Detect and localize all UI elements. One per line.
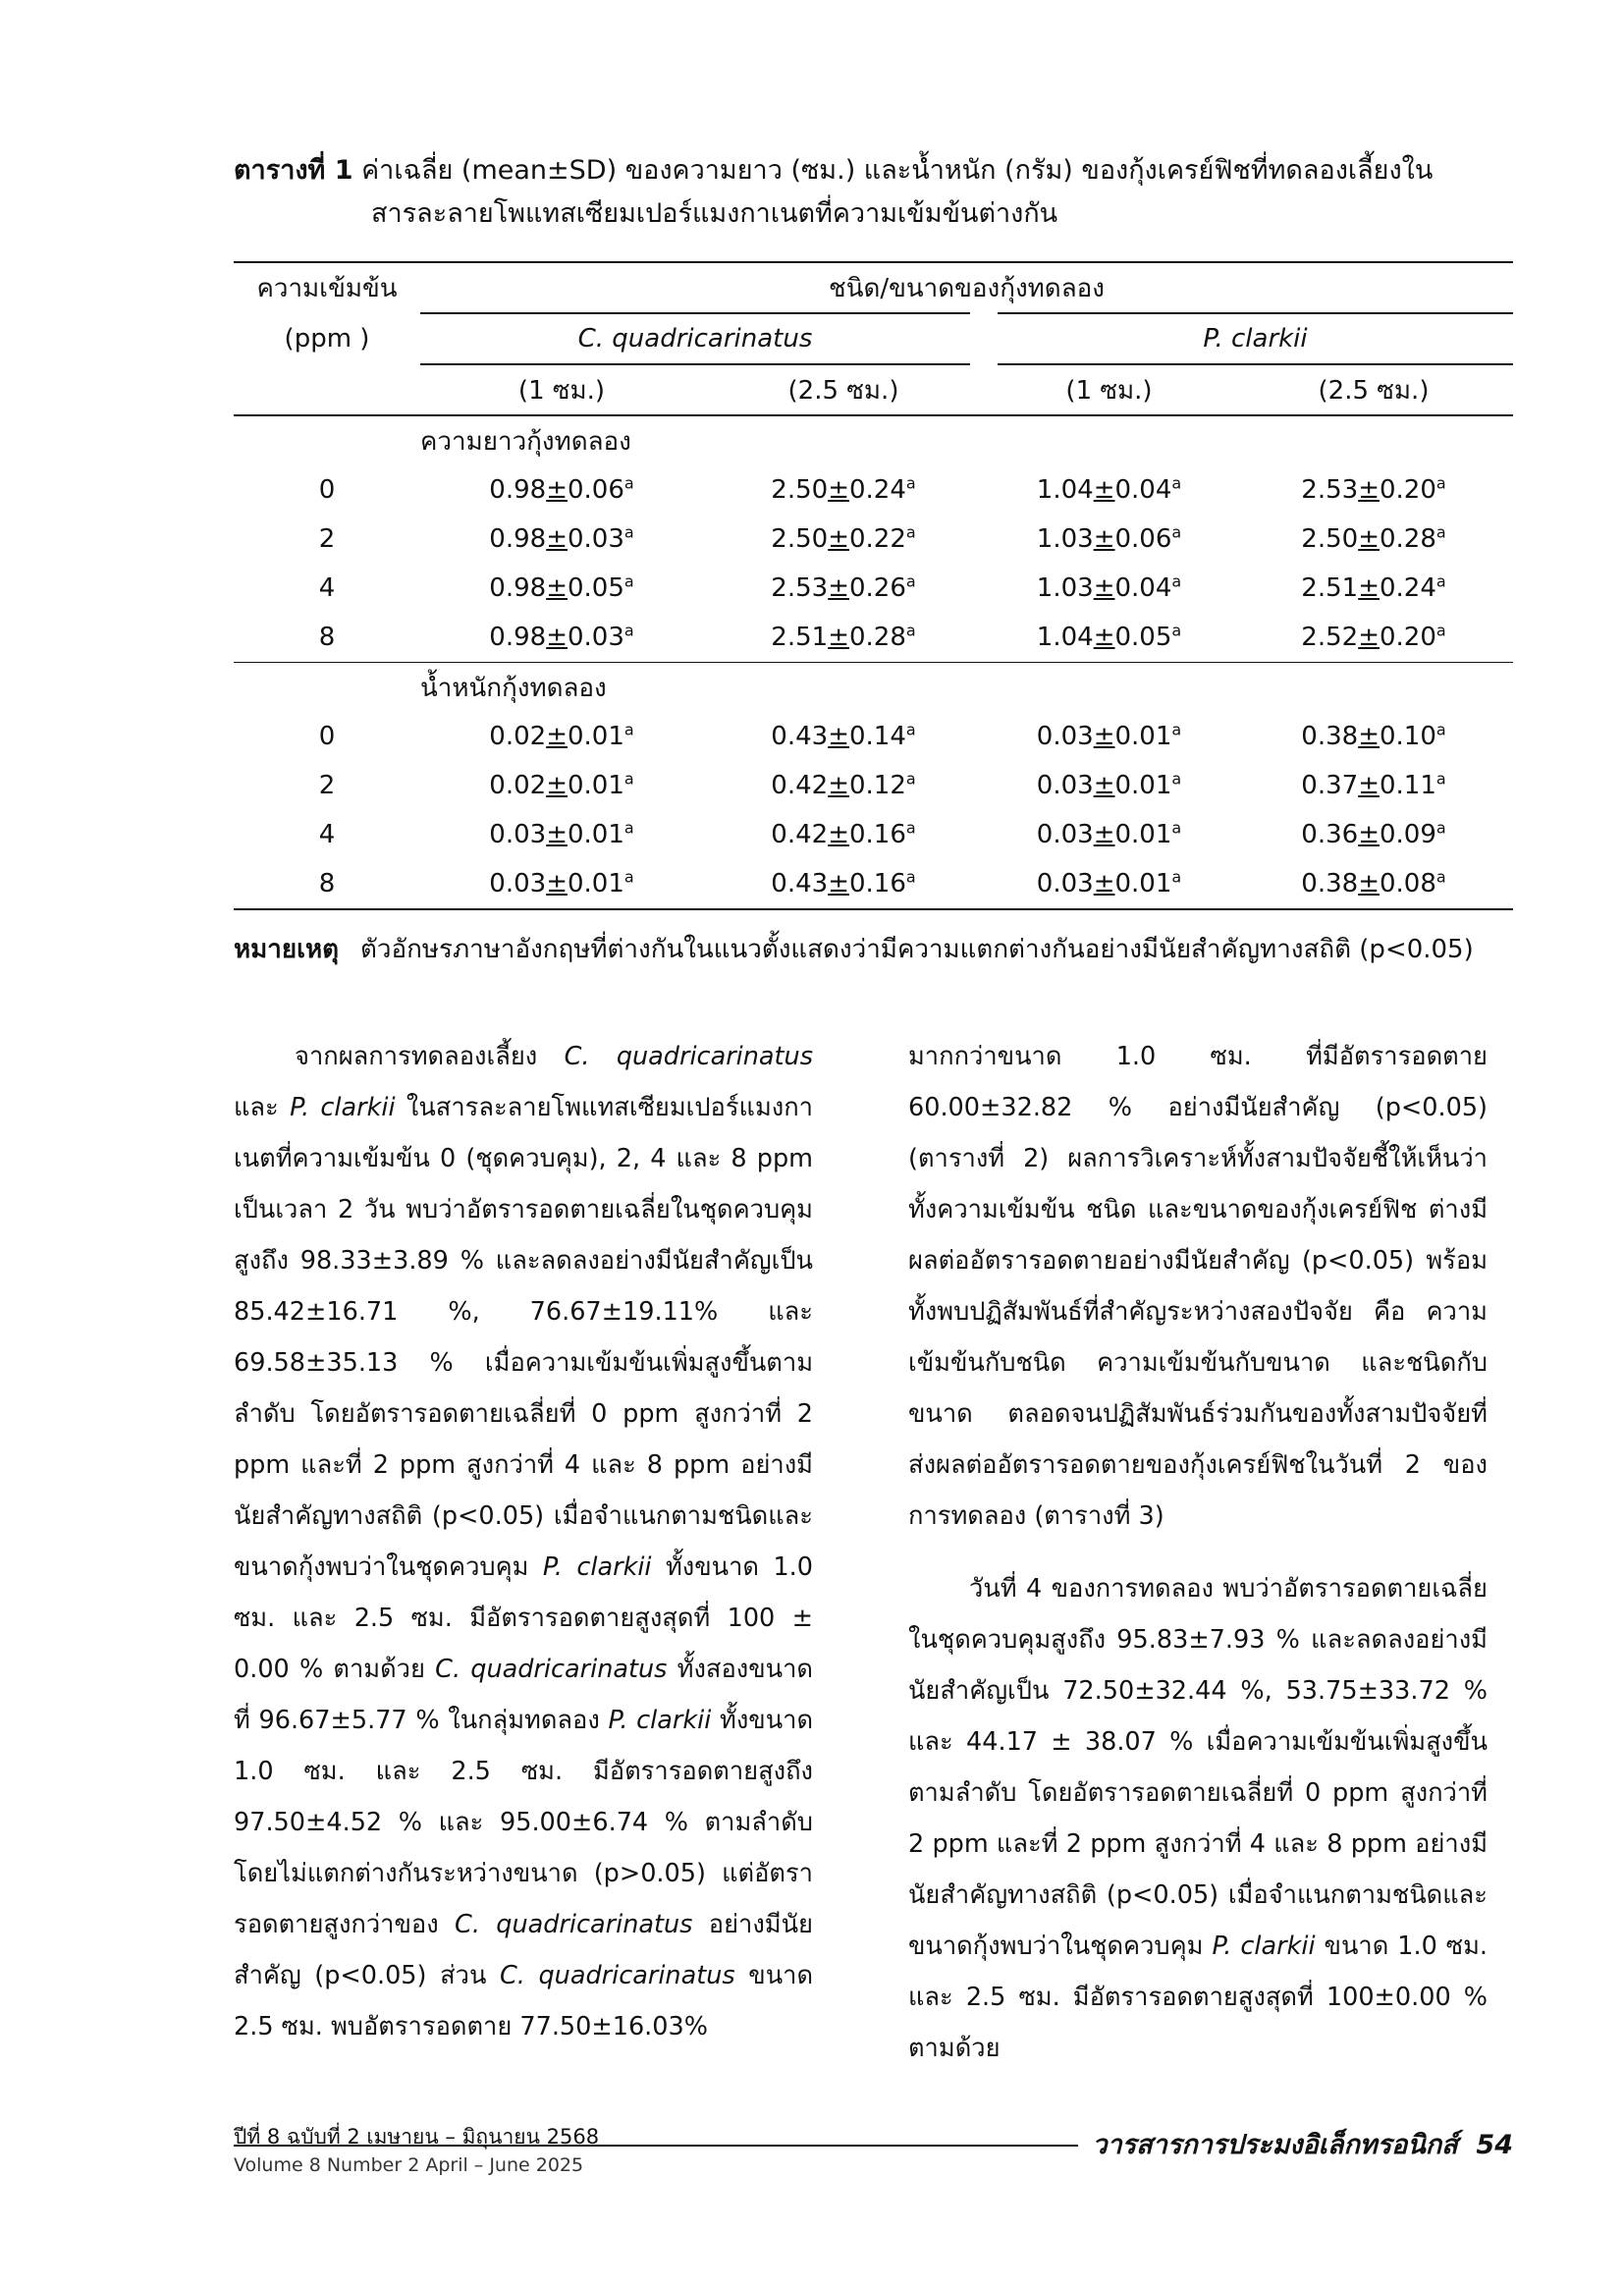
text-run: ทั้งสองขนาดที่ 96.67±5.77 % ในกลุ่มทดลอง — [234, 1655, 813, 1735]
text-run: และ — [234, 1093, 291, 1122]
value-cell — [984, 810, 1234, 859]
significance-letter: a — [623, 769, 634, 789]
footer-issue-english: Volume 8 Number 2 April – June 2025 — [234, 2154, 584, 2176]
value-cell — [703, 810, 984, 859]
significance-letter: a — [905, 867, 916, 887]
value-cell — [703, 564, 984, 613]
value-cell — [984, 564, 1234, 613]
value-cell — [1234, 465, 1513, 515]
paragraph — [908, 1563, 1488, 2074]
mean-sd: 1.04±0.05 — [1036, 623, 1172, 652]
mean-sd: 1.03±0.06 — [1036, 524, 1172, 554]
table-caption-label: ตารางที่ 1 — [234, 155, 353, 186]
significance-letter: a — [905, 473, 916, 493]
results-table — [234, 261, 1513, 910]
concentration-cell: 0 — [318, 722, 336, 751]
concentration-cell: 2 — [318, 771, 336, 800]
mean-sd: 0.37±0.11 — [1301, 771, 1436, 800]
significance-letter: a — [1171, 572, 1182, 591]
mean-sd: 2.50±0.28 — [1301, 524, 1436, 554]
significance-letter: a — [905, 572, 916, 591]
value-cell — [703, 761, 984, 810]
header-concentration: ความเข้มข้น — [256, 274, 398, 303]
section-title: ความยาวกุ้งทดลอง — [420, 426, 631, 457]
mean-sd: 0.98±0.05 — [489, 573, 624, 603]
mean-sd: 2.53±0.20 — [1301, 475, 1436, 505]
value-cell — [1234, 712, 1513, 761]
significance-letter: a — [905, 818, 916, 838]
text-run: อย่างมีนัยสำคัญ (p<0.05) ส่วน — [234, 1910, 813, 1990]
header-ppm: (ppm ) — [284, 324, 370, 354]
table-row — [234, 761, 1513, 810]
table-row — [234, 712, 1513, 761]
text-run: ทั้งขนาด 1.0 ซม. และ 2.5 ซม. มีอัตรารอดตายสูงถึง 97.50±4.52 % และ 95.00±6.74 % ตามลำดับ โดยไม่แตกต่างกันระหว่างขนาด (p>0.05) แต่อัตรารอดตายสูงกว่าของ — [234, 1706, 814, 1939]
significance-letter: a — [1435, 621, 1446, 640]
species-name: P. clarkii — [1212, 1932, 1316, 1961]
mean-sd: 0.03±0.01 — [1036, 820, 1172, 849]
value-cell — [1234, 810, 1513, 859]
header-species-size: ชนิด/ขนาดของกุ้งทดลอง — [420, 262, 1513, 313]
journal-name: วารสารการประมงอิเล็กทรอนิกส์ — [1092, 2130, 1458, 2160]
mean-sd: 2.51±0.24 — [1301, 573, 1436, 603]
text-run: ขนาด 1.0 ซม. และ 2.5 ซม. มีอัตรารอดตายสูงสุดที่ 100±0.00 % ตามด้วย — [908, 1932, 1488, 2063]
footer-issue-thai: ปีที่ 8 ฉบับที่ 2 เมษายน – มิถุนายน 2568 — [234, 2125, 600, 2149]
species-name: C. quadricarinatus — [455, 1910, 693, 1939]
mean-sd: 0.43±0.16 — [771, 869, 906, 898]
concentration-cell: 0 — [318, 475, 336, 505]
text-run: วันที่ 4 ของการทดลอง พบว่าอัตรารอดตายเฉลี่ยในชุดควบคุมสูงถึง 95.83±7.93 % และลดลงอย่างมีนัยสำคัญเป็น 72.50±32.44 %, 53.75±33.72 % และ 44.17 ± 38.07 % เมื่อความเข้มข้นเพิ่มสูงขึ้นตามลำดับ โดยอัตรารอดตายเฉลี่ยที่ 0 ppm สูงกว่าที่ 2 ppm และที่ 2 ppm สูงกว่าที่ 4 และ 8 ppm อย่างมีนัยสำคัญทางสถิติ (p<0.05) เมื่อจำแนกตามชนิดและขนาดกุ้งพบว่าในชุดควบคุม — [908, 1574, 1488, 1961]
value-cell — [420, 810, 703, 859]
mean-sd: 0.02±0.01 — [489, 771, 624, 800]
table-note — [234, 929, 1540, 969]
significance-letter: a — [623, 473, 634, 493]
page-footer — [234, 2121, 1513, 2180]
significance-letter: a — [1435, 769, 1446, 789]
mean-sd: 2.50±0.24 — [771, 475, 906, 505]
significance-letter: a — [1171, 769, 1182, 789]
value-cell — [1234, 859, 1513, 909]
header-size: (1 ซม.) — [1065, 375, 1153, 406]
concentration-cell: 2 — [318, 524, 336, 554]
table-caption-line1: ค่าเฉลี่ย (mean±SD) ของความยาว (ซม.) และน้ำหนัก (กรัม) ของกุ้งเครย์ฟิชที่ทดลองเลี้ยงใน — [361, 155, 1434, 186]
value-cell — [703, 613, 984, 663]
value-cell — [420, 564, 703, 613]
value-cell — [420, 465, 703, 515]
mean-sd: 0.38±0.10 — [1301, 722, 1436, 751]
page-number: 54 — [1476, 2130, 1513, 2160]
text-run: จากผลการทดลองเลี้ยง — [295, 1042, 565, 1071]
text-run: ขนาด 2.5 ซม. พบอัตรารอดตาย 77.50±16.03% — [234, 1961, 814, 2041]
mean-sd: 2.52±0.20 — [1301, 623, 1436, 652]
significance-letter: a — [905, 621, 916, 640]
concentration-cell: 8 — [318, 623, 336, 652]
mean-sd: 0.03±0.01 — [489, 869, 624, 898]
significance-letter: a — [623, 818, 634, 838]
mean-sd: 0.02±0.01 — [489, 722, 624, 751]
significance-letter: a — [1171, 818, 1182, 838]
mean-sd: 0.03±0.01 — [1036, 869, 1172, 898]
value-cell — [703, 465, 984, 515]
value-cell — [420, 859, 703, 909]
table-caption-line2: สารละลายโพแทสเซียมเปอร์แมงกาเนตที่ความเข้มข้นต่างกัน — [371, 198, 1058, 229]
value-cell — [1234, 564, 1513, 613]
value-cell — [984, 761, 1234, 810]
value-cell — [984, 859, 1234, 909]
header-species-1: C. quadricarinatus — [420, 313, 984, 364]
value-cell — [703, 859, 984, 909]
significance-letter: a — [623, 621, 634, 640]
mean-sd: 0.98±0.06 — [489, 475, 624, 505]
body-column-left — [234, 1031, 813, 2052]
mean-sd: 0.42±0.12 — [771, 771, 906, 800]
table-row — [234, 859, 1513, 909]
significance-letter: a — [623, 720, 634, 739]
table-row — [234, 465, 1513, 515]
table-caption — [234, 149, 1510, 236]
table-row — [234, 564, 1513, 613]
significance-letter: a — [1435, 867, 1446, 887]
mean-sd: 0.36±0.09 — [1301, 820, 1436, 849]
mean-sd: 2.53±0.26 — [771, 573, 906, 603]
paragraph: มากกว่าขนาด 1.0 ซม. ที่มีอัตรารอดตาย 60.00±32.82 % อย่างมีนัยสำคัญ (p<0.05) (ตารางที่ 2) ผลการวิเคราะห์ทั้งสามปัจจัยชี้ให้เห็นว่าทั้งความเข้มข้น ชนิด และขนาดของกุ้งเครย์ฟิช ต่างมีผลต่ออัตรารอดตายอย่างมีนัยสำคัญ (p<0.05) พร้อมทั้งพบปฏิสัมพันธ์ที่สำคัญระหว่างสองปัจจัย คือ ความเข้มข้นกับชนิด ความเข้มข้นกับขนาด และชนิดกับขนาด ตลอดจนปฏิสัมพันธ์ร่วมกันของทั้งสามปัจจัยที่ส่งผลต่ออัตรารอดตายของกุ้งเครย์ฟิชในวันที่ 2 ของการทดลอง (ตารางที่ 3) — [908, 1042, 1488, 1531]
mean-sd: 0.42±0.16 — [771, 820, 906, 849]
value-cell — [420, 712, 703, 761]
value-cell — [703, 515, 984, 564]
table-row — [234, 613, 1513, 663]
mean-sd: 0.03±0.01 — [1036, 722, 1172, 751]
species-name: C. quadricarinatus — [435, 1655, 668, 1684]
value-cell — [984, 613, 1234, 663]
value-cell — [984, 515, 1234, 564]
significance-letter: a — [905, 769, 916, 789]
species-name: P. clarkii — [290, 1093, 396, 1122]
note-text: ตัวอักษรภาษาอังกฤษที่ต่างกันในแนวตั้งแสดงว่ามีความแตกต่างกันอย่างมีนัยสำคัญทางสถิติ (p<0.05) — [360, 935, 1474, 964]
mean-sd: 1.03±0.04 — [1036, 573, 1172, 603]
value-cell — [984, 465, 1234, 515]
header-species-2: P. clarkii — [984, 313, 1513, 364]
significance-letter: a — [905, 522, 916, 542]
table-row — [234, 810, 1513, 859]
paragraph — [234, 1031, 813, 2052]
mean-sd: 0.98±0.03 — [489, 524, 624, 554]
significance-letter: a — [1435, 522, 1446, 542]
concentration-cell: 4 — [318, 573, 336, 603]
value-cell — [1234, 515, 1513, 564]
significance-letter: a — [1171, 720, 1182, 739]
significance-letter: a — [1435, 572, 1446, 591]
mean-sd: 0.98±0.03 — [489, 623, 624, 652]
species-name: C. quadricarinatus — [564, 1042, 813, 1071]
note-label: หมายเหตุ — [234, 935, 340, 964]
header-size: (2.5 ซม.) — [787, 375, 899, 406]
footer-journal — [1092, 2123, 1513, 2165]
value-cell — [420, 515, 703, 564]
species-name: P. clarkii — [608, 1706, 712, 1735]
significance-letter: a — [1171, 522, 1182, 542]
concentration-cell: 4 — [318, 820, 336, 849]
species-name: P. clarkii — [542, 1552, 652, 1582]
table-row — [234, 515, 1513, 564]
significance-letter: a — [1435, 818, 1446, 838]
value-cell — [703, 712, 984, 761]
significance-letter: a — [1435, 473, 1446, 493]
section-title: น้ำหนักกุ้งทดลอง — [420, 673, 607, 703]
body-column-right — [908, 1031, 1488, 2074]
significance-letter: a — [905, 720, 916, 739]
mean-sd: 2.51±0.28 — [771, 623, 906, 652]
mean-sd: 0.03±0.01 — [1036, 771, 1172, 800]
mean-sd: 2.50±0.22 — [771, 524, 906, 554]
mean-sd: 1.04±0.04 — [1036, 475, 1172, 505]
value-cell — [420, 761, 703, 810]
value-cell — [1234, 761, 1513, 810]
footer-rule — [234, 2145, 1078, 2147]
mean-sd: 0.43±0.14 — [771, 722, 906, 751]
header-size: (2.5 ซม.) — [1318, 375, 1430, 406]
value-cell — [984, 712, 1234, 761]
value-cell — [1234, 613, 1513, 663]
species-name: C. quadricarinatus — [499, 1961, 735, 1990]
header-size: (1 ซม.) — [517, 375, 606, 406]
mean-sd: 0.03±0.01 — [489, 820, 624, 849]
significance-letter: a — [623, 867, 634, 887]
text-run: ในสารละลายโพแทสเซียมเปอร์แมงกาเนตที่ความเข้มข้น 0 (ชุดควบคุม), 2, 4 และ 8 ppm เป็นเวลา 2 วัน พบว่าอัตรารอดตายเฉลี่ยในชุดควบคุมสูงถึง 98.33±3.89 % และลดลงอย่างมีนัยสำคัญเป็น 85.42±16.71 %, 76.67±19.11% และ 69.58±35.13 % เมื่อความเข้มข้นเพิ่มสูงขึ้นตามลำดับ โดยอัตรารอดตายเฉลี่ยที่ 0 ppm สูงกว่าที่ 2 ppm และที่ 2 ppm สูงกว่าที่ 4 และ 8 ppm อย่างมีนัยสำคัญทางสถิติ (p<0.05) เมื่อจำแนกตามชนิดและขนาดกุ้งพบว่าในชุดควบคุม — [234, 1093, 813, 1582]
significance-letter: a — [1171, 867, 1182, 887]
text-run: ทั้งขนาด 1.0 ซม. และ 2.5 ซม. มีอัตรารอดตายสูงสุดที่ 100 ± 0.00 % ตามด้วย — [234, 1552, 813, 1684]
concentration-cell: 8 — [318, 869, 336, 898]
significance-letter: a — [1435, 720, 1446, 739]
significance-letter: a — [623, 522, 634, 542]
significance-letter: a — [623, 572, 634, 591]
significance-letter: a — [1171, 621, 1182, 640]
value-cell — [420, 613, 703, 663]
mean-sd: 0.38±0.08 — [1301, 869, 1436, 898]
significance-letter: a — [1171, 473, 1182, 493]
